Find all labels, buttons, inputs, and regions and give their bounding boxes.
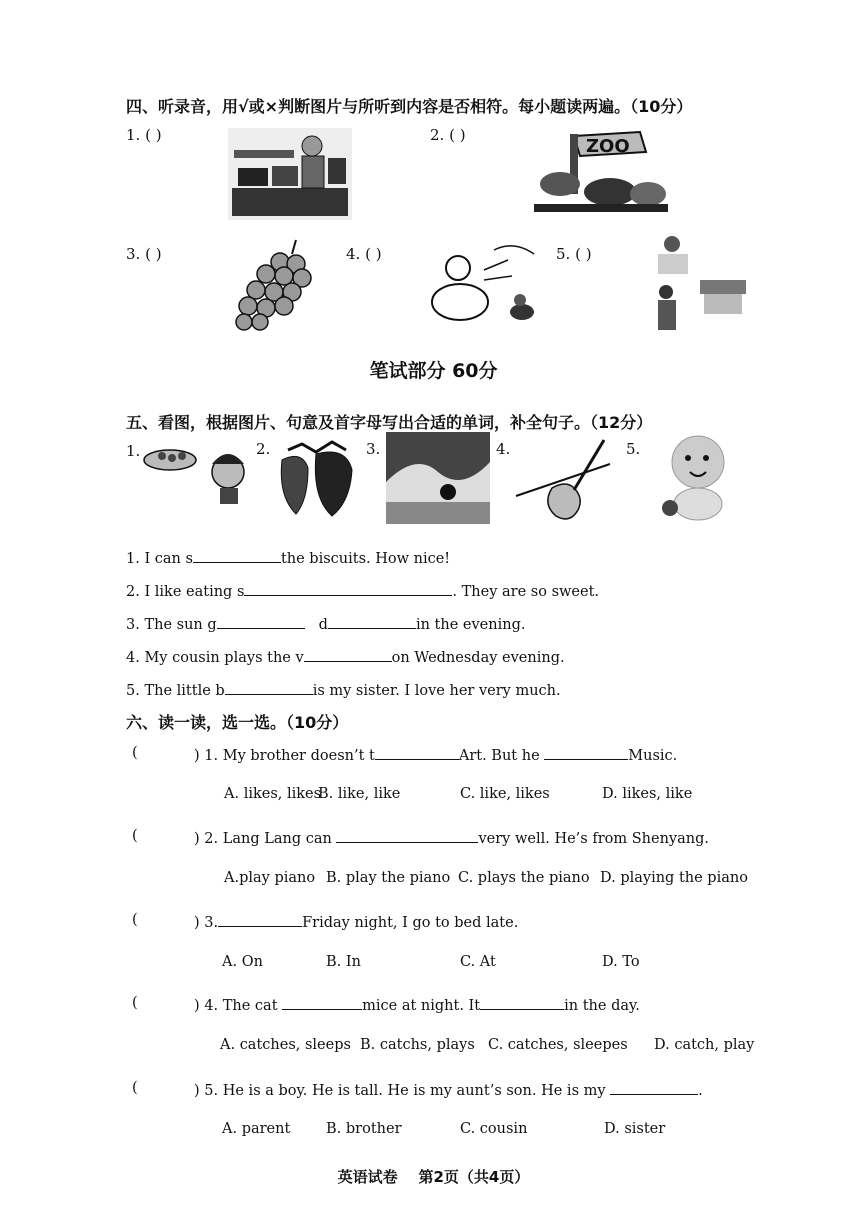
picture-weather-boy — [652, 232, 750, 336]
item-number: 4. — [346, 245, 361, 263]
option-b[interactable]: B. brother — [326, 1121, 402, 1137]
picture-baby — [656, 432, 738, 524]
answer-blank[interactable] — [282, 995, 362, 1010]
picture-zoo — [530, 124, 672, 216]
answer-paren-open: ( — [132, 1080, 138, 1096]
option-c[interactable]: C. plays the piano — [458, 870, 590, 886]
answer-blank[interactable] — [193, 548, 281, 563]
item-number: 5. — [556, 245, 571, 263]
pic-number-5: 5. — [626, 440, 641, 458]
choice-question-1: ) 1. My brother doesn’t t Art. But he Music. — [194, 745, 677, 764]
picture-strawberries — [272, 440, 360, 520]
choice-question-4: ) 4. The cat mice at night. It in the day. — [194, 995, 640, 1014]
picture-duck-frog — [424, 240, 546, 328]
answer-blank[interactable] — [218, 912, 302, 927]
pic-number-4: 4. — [496, 440, 511, 458]
listen-item-4 — [346, 245, 382, 263]
option-c[interactable]: C. At — [460, 954, 496, 970]
option-b[interactable]: B. In — [326, 954, 361, 970]
item-number: 3. — [126, 245, 141, 263]
answer-paren: ( ) — [145, 126, 162, 144]
option-a[interactable]: A. likes, likes — [224, 786, 322, 802]
written-part-title: 笔试部分 60分 — [369, 360, 498, 382]
picture-garden-boy — [228, 128, 352, 220]
answer-blank[interactable] — [328, 614, 416, 629]
answer-blank[interactable] — [336, 828, 478, 843]
option-d[interactable]: D. sister — [604, 1121, 666, 1137]
option-d[interactable]: D. playing the piano — [600, 870, 748, 886]
option-c[interactable]: C. cousin — [460, 1121, 528, 1137]
listen-item-2 — [430, 126, 466, 144]
listen-item-3 — [126, 245, 162, 263]
option-d[interactable]: D. catch, play — [654, 1037, 755, 1053]
choice-question-2: ) 2. Lang Lang can very well. He’s from Shenyang. — [194, 828, 709, 847]
option-b[interactable]: B. play the piano — [326, 870, 451, 886]
answer-paren: ( ) — [145, 245, 162, 263]
answer-blank[interactable] — [217, 614, 305, 629]
picture-sunset — [386, 432, 490, 524]
option-a[interactable]: A.play piano — [224, 870, 316, 886]
choice-question-3: ) 3. Friday night, I go to bed late. — [194, 912, 518, 931]
picture-grapes — [226, 236, 322, 332]
pic-number-2: 2. — [256, 440, 271, 458]
option-a[interactable]: A. catches, sleeps — [220, 1037, 351, 1053]
fill-sentence-4: 4. My cousin plays the v on Wednesday evening. — [126, 647, 565, 666]
answer-paren-open: ( — [132, 745, 138, 761]
choice-question-5: ) 5. He is a boy. He is tall. He is my aunt’s son. He is my . — [194, 1080, 703, 1099]
answer-blank[interactable] — [375, 745, 459, 760]
option-d[interactable]: D. To — [602, 954, 640, 970]
page-footer: 英语试卷 第2页（共4页） — [337, 1168, 530, 1186]
answer-paren: ( ) — [449, 126, 466, 144]
section4-heading: 四、听录音，用√或×判断图片与所听到内容是否相符。每小题读两遍。（10分） — [126, 97, 693, 116]
answer-blank[interactable] — [544, 745, 628, 760]
item-number: 2. — [430, 126, 445, 144]
option-b[interactable]: B. like, like — [318, 786, 401, 802]
zoo-sign-text: ZOO — [586, 136, 630, 157]
option-c[interactable]: C. catches, sleepes — [488, 1037, 628, 1053]
answer-paren-open: ( — [132, 828, 138, 844]
option-a[interactable]: A. On — [222, 954, 263, 970]
answer-blank[interactable] — [480, 995, 564, 1010]
option-b[interactable]: B. catchs, plays — [360, 1037, 475, 1053]
answer-paren: ( ) — [575, 245, 592, 263]
option-c[interactable]: C. like, likes — [460, 786, 550, 802]
answer-paren: ( ) — [365, 245, 382, 263]
pic-number-1: 1. — [126, 442, 141, 460]
answer-blank[interactable] — [304, 647, 392, 662]
option-a[interactable]: A. parent — [222, 1121, 291, 1137]
pic-number-3: 3. — [366, 440, 381, 458]
item-number: 1. — [126, 126, 141, 144]
fill-sentence-1: 1. I can s the biscuits. How nice! — [126, 548, 450, 567]
listen-item-5 — [556, 245, 592, 263]
answer-blank[interactable] — [244, 581, 452, 596]
section6-heading: 六、读一读，选一选。（10分） — [126, 713, 349, 732]
fill-sentence-3: 3. The sun g d in the evening. — [126, 614, 525, 633]
answer-blank[interactable] — [610, 1080, 698, 1095]
picture-violin — [512, 434, 616, 524]
fill-sentence-2: 2. I like eating s . They are so sweet. — [126, 581, 599, 600]
answer-blank[interactable] — [225, 680, 313, 695]
answer-paren-open: ( — [132, 912, 138, 928]
answer-paren-open: ( — [132, 995, 138, 1011]
section5-heading: 五、看图，根据图片、句意及首字母写出合适的单词，补全句子。（12分） — [126, 413, 653, 432]
listen-item-1 — [126, 126, 162, 144]
fill-sentence-5: 5. The little b is my sister. I love her very much. — [126, 680, 561, 699]
picture-biscuits-boy — [140, 438, 252, 506]
option-d[interactable]: D. likes, like — [602, 786, 693, 802]
